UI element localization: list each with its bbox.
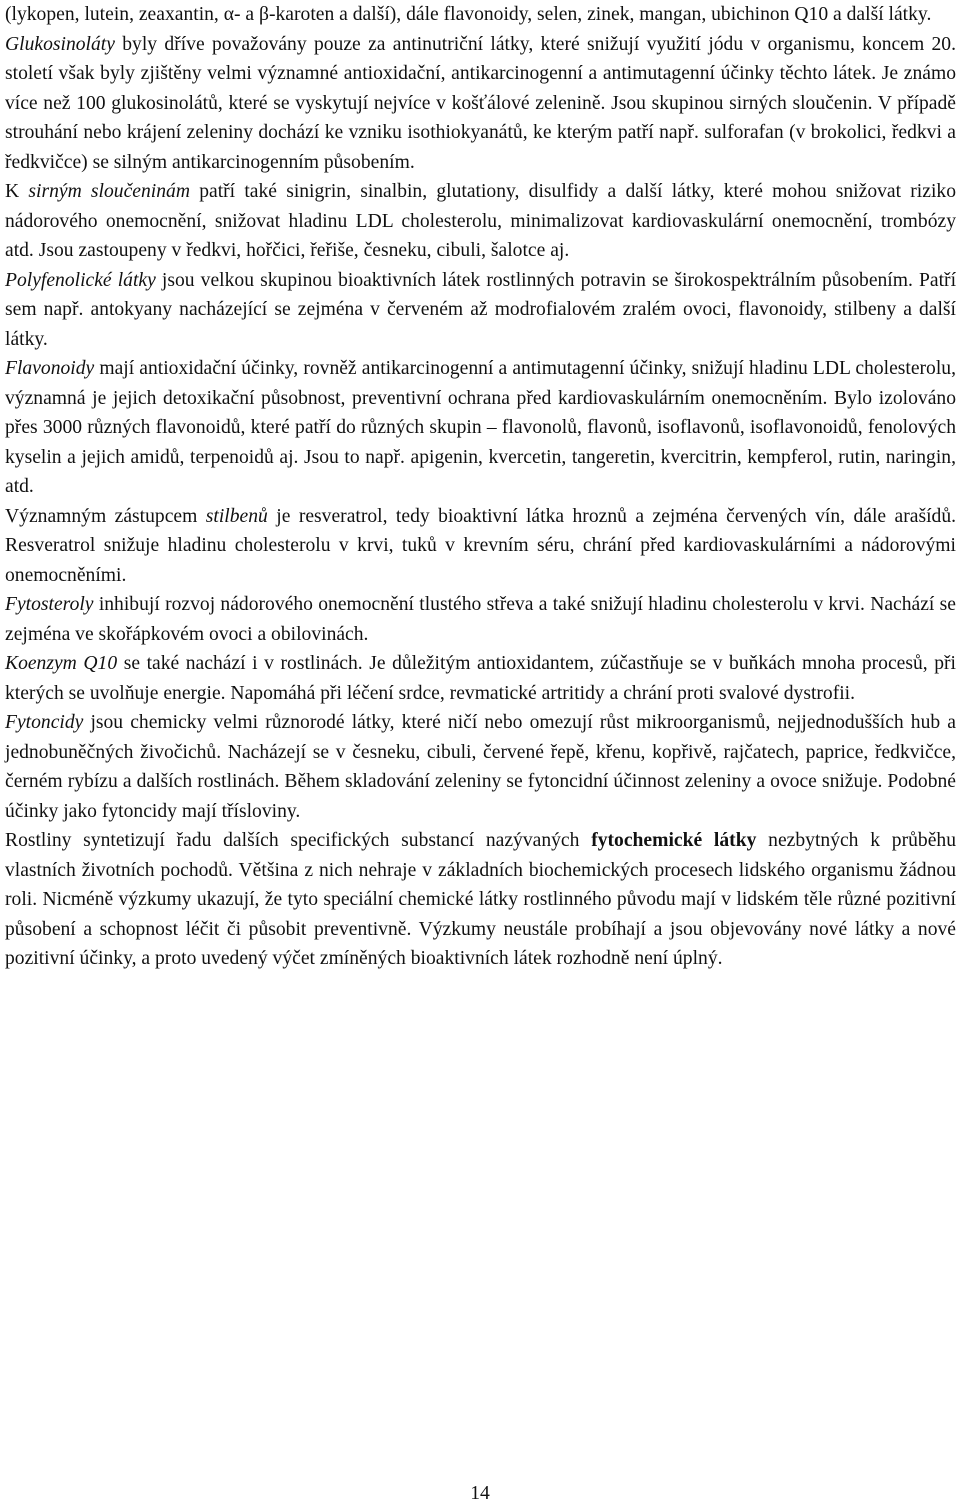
paragraph-coenzyme-q10 — [5, 649, 956, 708]
term-glucosinolates: Glukosinoláty — [5, 33, 115, 55]
term-phytochemicals: fytochemické látky — [591, 830, 757, 851]
text-run: mají antioxidační účinky, rovněž antikarcinogenní a antimutagenní účinky, snižují hladinu LDL cholesterolu, významná je jejich detoxikační působnost, preventivní ochrana před kardiovaskulárním onemocněním. Bylo izolováno přes 3000 různých flavonoidů, které patří do různých skupin – flavonolů, flavonů, isoflavonů, isoflavonoidů, fenolových kyselin a jejich amidů, terpenoidů aj. Jsou to např. apigenin, kvercetin, tangeretin, kvercitrin, kempferol, rutin, naringin, atd. — [5, 358, 956, 497]
text-run: byly dříve považovány pouze za antinutriční látky, které snižují využití jódu v organismu, koncem 20. století však byly zjištěny velmi významné antioxidační, antikarcinogenní a antimutagenní účinky těchto látek. Je známo více než 100 glukosinolátů, které se vyskytují nejvíce v košťálové zelenině. Jsou skupinou sirných sloučenin. V případě strouhání nebo krájení zeleniny dochází ke vzniku isothiokyanátů, ke kterým patří např. sulforafan (v brokolici, ředkvi a ředkvičce) se silným antikarcinogenním působením. — [5, 33, 956, 173]
paragraph-flavonoids — [5, 354, 956, 502]
paragraph-phytoncides — [5, 708, 956, 826]
term-polyphenols: Polyfenolické látky — [5, 269, 156, 291]
term-stilbenes: stilbenů — [205, 505, 268, 527]
text-run: jsou chemicky velmi různorodé látky, které ničí nebo omezují růst mikroorganismů, nejjednodušších hub a jednobuněčných živočichů. Nacházejí se v česneku, cibuli, červené řepě, křenu, kopřivě, rajčatech, paprice, ředkvičce, černém rybízu a dalších rostlinách. Během skladování zeleniny se fytoncidní účinnost zeleniny a ovoce snižuje. Podobné účinky jako fytoncidy mají třísloviny. — [5, 712, 956, 822]
paragraph-stilbenes — [5, 502, 956, 591]
text-run: K — [5, 181, 29, 202]
paragraph-glucosinolates — [5, 30, 956, 178]
paragraph-polyphenols — [5, 266, 956, 355]
text-run: Významným zástupcem — [5, 505, 206, 527]
term-coenzyme-q10: Koenzym Q10 — [5, 653, 118, 674]
text-run: se také nachází i v rostlinách. Je důležitým antioxidantem, zúčastňuje se v buňkách mnoha procesů, při kterých se uvolňuje energie. Napomáhá při léčení srdce, revmatické artritidy a chrání proti svalové dystrofii. — [5, 653, 956, 704]
paragraph-phytosterols — [5, 590, 956, 649]
page-number: 14 — [470, 1483, 490, 1504]
term-sulfur-compounds: sirným sloučeninám — [28, 181, 190, 202]
term-flavonoids: Flavonoidy — [5, 358, 95, 379]
text-run: (lykopen, lutein, zeaxantin, α- a β-karoten a další), dále flavonoidy, selen, zinek, mangan, ubichinon Q10 a další látky. — [5, 4, 932, 25]
document-body — [5, 0, 956, 974]
text-run: je resveratrol, tedy bioaktivní látka hroznů a zejména červených vín, dále arašídů. Resveratrol snižuje hladinu cholesterolu v krvi, tuků v krevním séru, chrání před kardiovaskulárními a nádorovými onemocněními. — [5, 505, 957, 586]
text-run: Rostliny syntetizují řadu dalších specifických substancí nazývaných — [5, 830, 592, 851]
text-run: patří také sinigrin, sinalbin, glutationy, disulfidy a další látky, které mohou snižovat riziko nádorového onemocnění, snižovat hladinu LDL cholesterolu, minimalizovat kardiovaskulární onemocnění, trombózy atd. Jsou zastoupeny v ředkvi, hořčici, řeřiše, česneku, cibuli, šalotce aj. — [5, 181, 956, 261]
text-run: jsou velkou skupinou bioaktivních látek rostlinných potravin se širokospektrálním působením. Patří sem např. antokyany nacházející se zejména v červeném až modrofialovém zralém ovoci, flavonoidy, stilbeny a další látky. — [5, 269, 957, 350]
term-phytoncides: Fytoncidy — [5, 712, 84, 733]
text-run: inhibují rozvoj nádorového onemocnění tlustého střeva a také snižují hladinu cholesterolu v krvi. Nachází se zejména ve skořápkovém ovoci a obilovinách. — [5, 594, 956, 645]
paragraph-sulfur-compounds — [5, 177, 956, 266]
paragraph-phytochemicals — [5, 826, 956, 974]
term-phytosterols: Fytosteroly — [5, 594, 94, 615]
text-run: nezbytných k průběhu vlastních životních pochodů. Většina z nich nehraje v základních biochemických procesech lidského organismu žádnou roli. Nicméně výzkumy ukazují, že tyto speciální chemické látky rostlinného původu mají v lidském těle různé pozitivní působení a schopnost léčit či působit preventivně. Výzkumy neustále probíhají a jsou objevovány nové látky a nové pozitivní účinky, a proto uvedený výčet zmíněných bioaktivních látek rozhodně není úplný. — [5, 830, 957, 969]
paragraph-carotenoids — [5, 0, 956, 30]
